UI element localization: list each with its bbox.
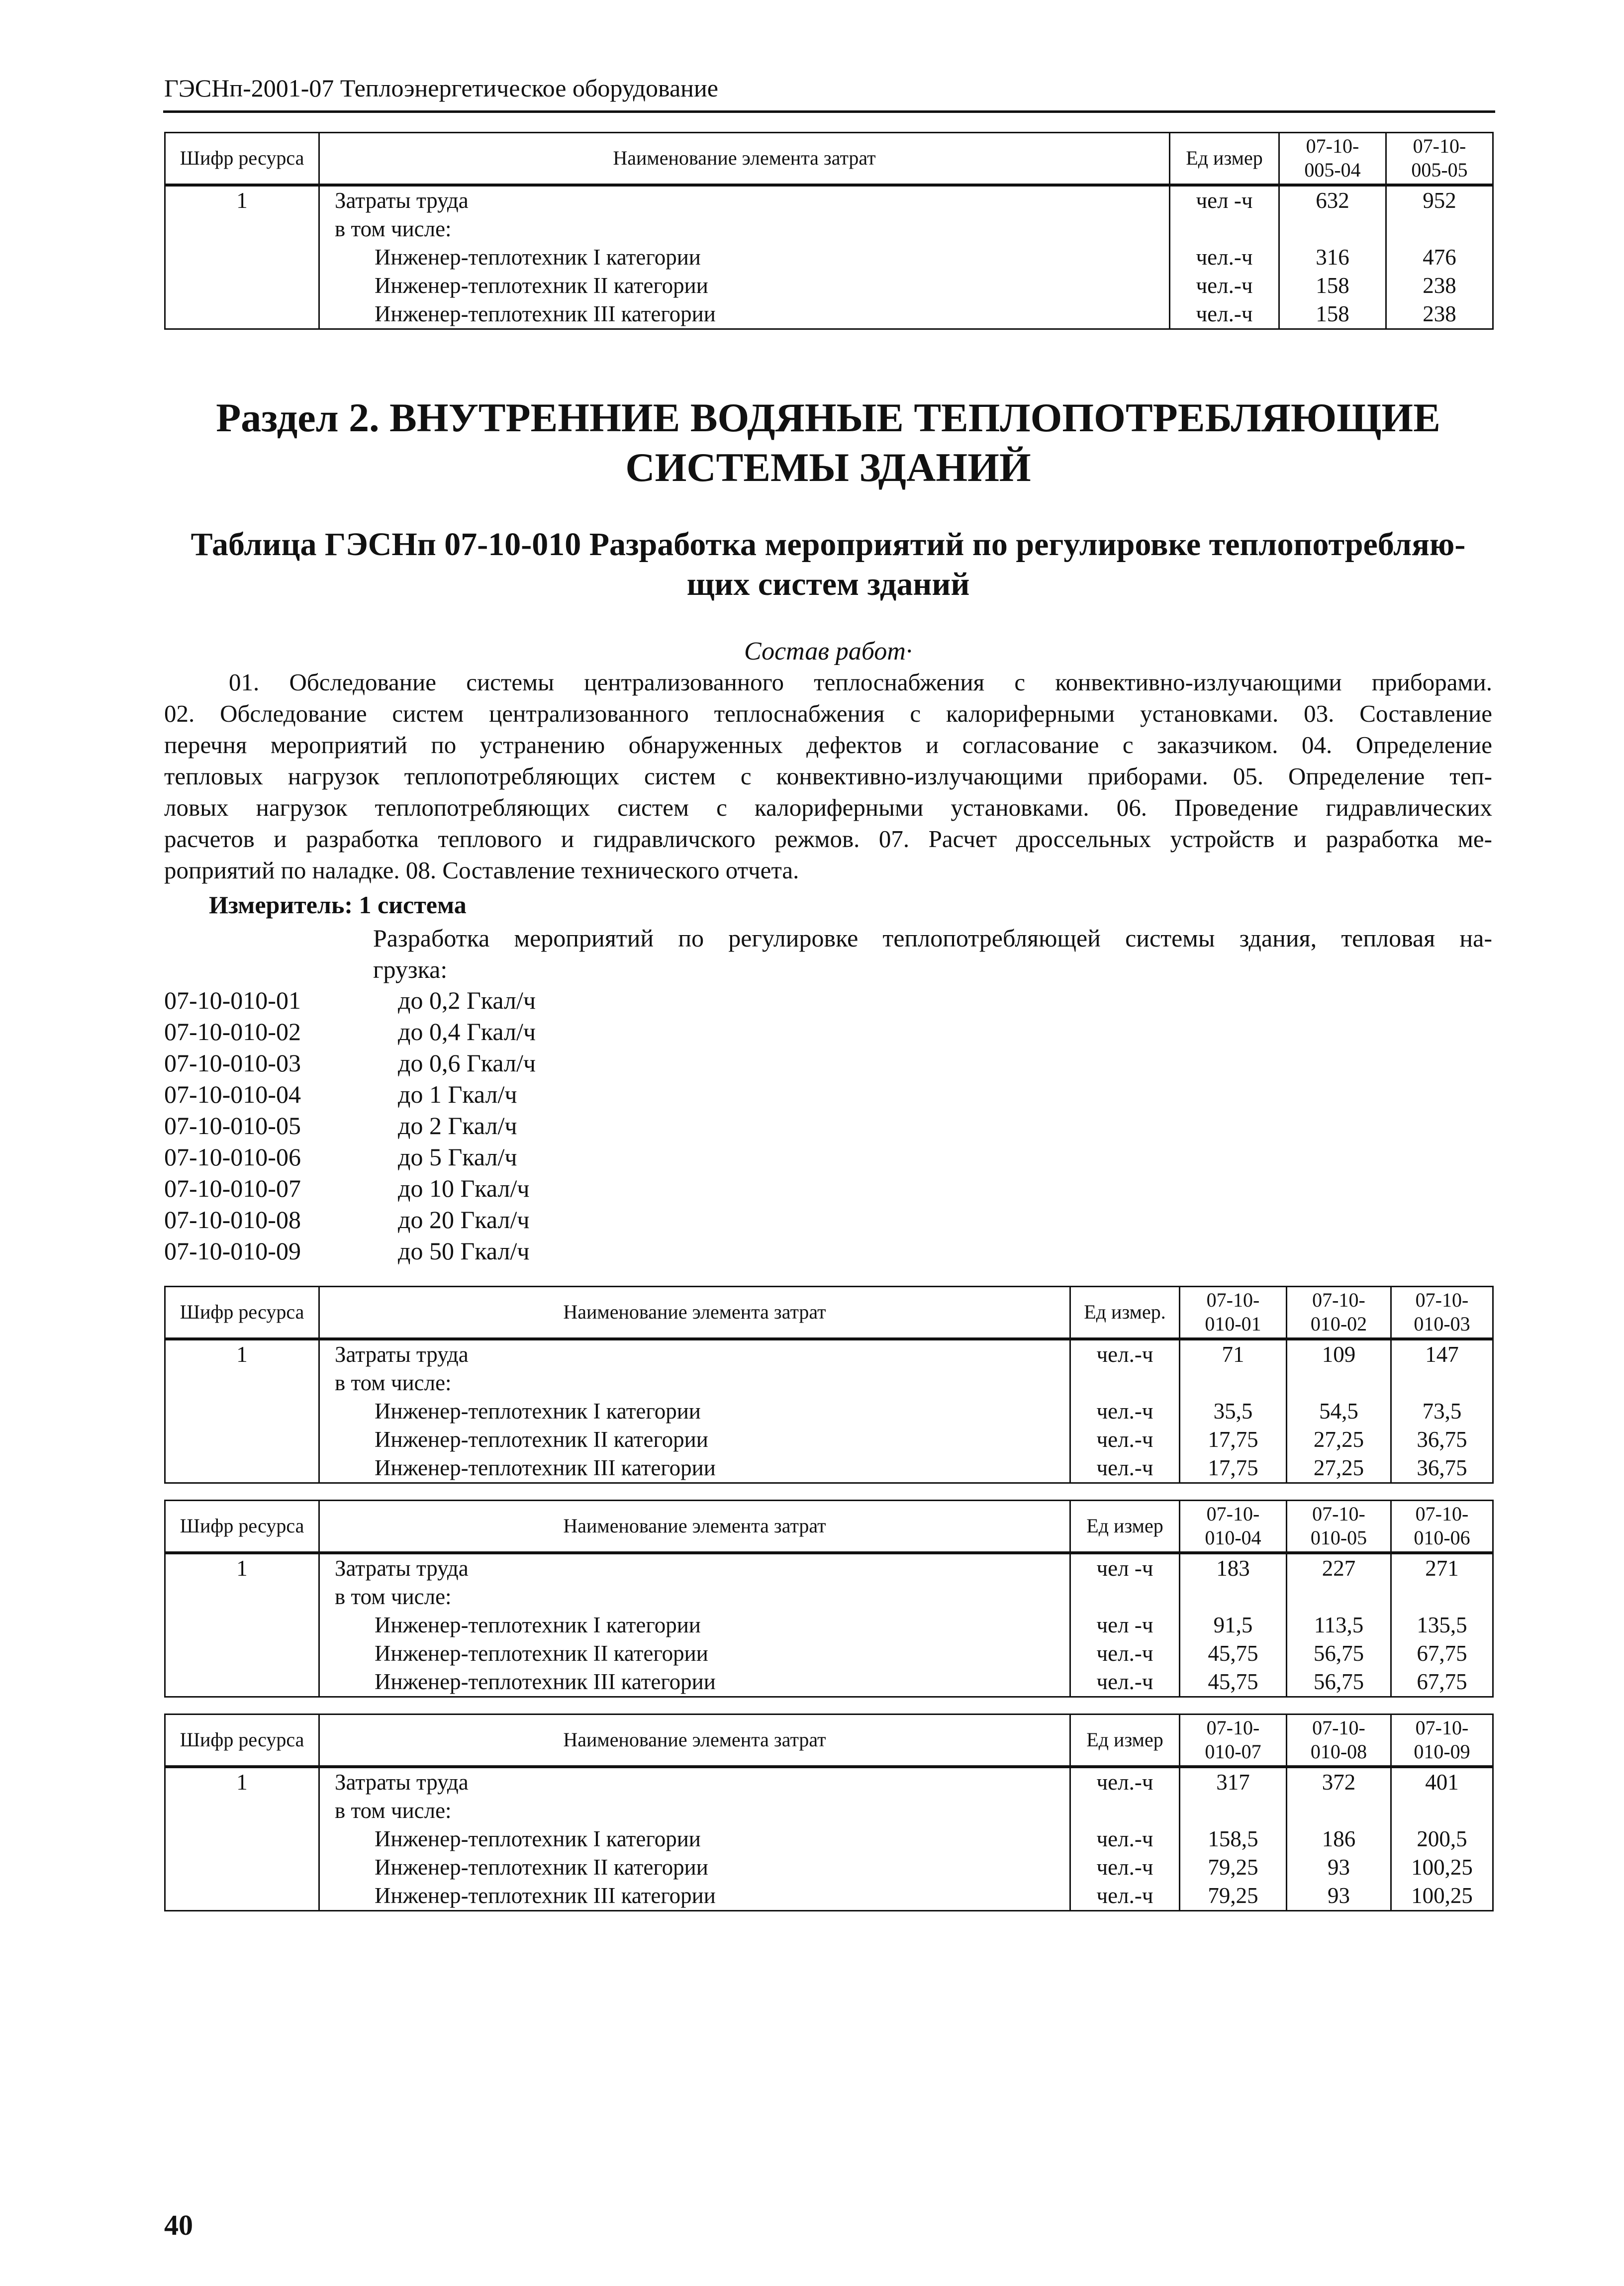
header-col: 07-10- 010-07 — [1180, 1714, 1287, 1767]
value-cells: 147 73,5 36,75 36,75 — [1391, 1339, 1493, 1483]
value-cells: 952 476 238 238 — [1386, 185, 1493, 329]
list-item: 07-10-010-01 до 0,2 Гкал/ч — [164, 986, 536, 1014]
header-col: 07-10- 005-04 — [1279, 133, 1386, 185]
value-cells: 401 200,5 100,25 100,25 — [1391, 1767, 1493, 1911]
header-name: Наименование элемента затрат — [319, 1287, 1070, 1339]
header-rule — [163, 110, 1495, 113]
header-unit: Ед измер. — [1070, 1287, 1180, 1339]
header-col: 07-10- 010-09 — [1391, 1714, 1493, 1767]
header-col: 07-10- 010-03 — [1391, 1287, 1493, 1339]
value-cells: 372 186 93 93 — [1287, 1767, 1391, 1911]
unit-cells: чел.-ч чел.-ч чел.-ч чел.-ч — [1070, 1767, 1180, 1911]
cost-table — [164, 1714, 1494, 1911]
resource-code: 1 — [165, 1339, 319, 1483]
value-cells: 109 54,5 27,25 27,25 — [1287, 1339, 1391, 1483]
table-row — [165, 1767, 1493, 1911]
cost-table — [164, 1500, 1494, 1698]
header-col: 07-10- 010-08 — [1287, 1714, 1391, 1767]
table-header-row — [165, 1501, 1493, 1553]
resource-code: 1 — [165, 1553, 319, 1697]
resource-code: 1 — [165, 185, 319, 329]
table-header-row — [165, 133, 1493, 185]
page-number: 40 — [164, 2209, 193, 2241]
value-cells: 183 91,5 45,75 45,75 — [1180, 1553, 1287, 1697]
header-code: Шифр ресурса — [165, 1501, 319, 1553]
header-col: 07-10- 010-02 — [1287, 1287, 1391, 1339]
list-item: 07-10-010-05 до 2 Гкал/ч — [164, 1112, 517, 1140]
list-item: 07-10-010-07 до 10 Гкал/ч — [164, 1174, 530, 1202]
composition-text: 01. Обследование системы централизованного теплоснабжения с конвективно-излучающими приборами. 02. Обследование систем централизованного теплоснабжения с калориферными установками. 03. Составление перечня мероприятий по устранению обнаруженных дефектов и согласование с заказчиком. 04. Определение тепловых нагрузок теплопотребляющих систем с конвективно-излучающими приборами. 05. Определение теп- ловых нагрузок теплопотребляющих систем с калориферными установками. 06. Проведение гидравлических расчетов и разработка теплового и гидравличского режмов. 07. Расчет дроссельных устройств и разработка ме- роприятий по наладке. 08. Составление технического отчета. — [164, 668, 1492, 884]
list-item: 07-10-010-03 до 0,6 Гкал/ч — [164, 1049, 536, 1077]
value-cells: 632 316 158 158 — [1279, 185, 1386, 329]
header-name: Наименование элемента затрат — [319, 1714, 1070, 1767]
value-cells: 71 35,5 17,75 17,75 — [1180, 1339, 1287, 1483]
table-title: Таблица ГЭСНп 07-10-010 Разработка мероприятий по регулировке теплопотребляю- щих систем зданий — [191, 526, 1466, 602]
list-item: 07-10-010-09 до 50 Гкал/ч — [164, 1237, 530, 1265]
running-head: ГЭСНп-2001-07 Теплоэнергетическое оборудование — [164, 74, 718, 102]
table-row — [165, 1553, 1493, 1697]
section-title: Раздел 2. ВНУТРЕННИЕ ВОДЯНЫЕ ТЕПЛОПОТРЕБЛЯЮЩИЕ СИСТЕМЫ ЗДАНИЙ — [216, 395, 1440, 490]
header-name: Наименование элемента затрат — [319, 1501, 1070, 1553]
header-unit: Ед измер — [1170, 133, 1279, 185]
header-col: 07-10- 010-05 — [1287, 1501, 1391, 1553]
cost-item-names: Затраты труда в том числе: Инженер-теплотехник I категории Инженер-теплотехник II категории Инженер-теплотехник III категории — [319, 185, 1170, 329]
cost-table-005 — [164, 132, 1494, 330]
header-col: 07-10- 010-06 — [1391, 1501, 1493, 1553]
resource-code: 1 — [165, 1767, 319, 1911]
meter: Измеритель: 1 система — [209, 891, 467, 919]
list-item: 07-10-010-02 до 0,4 Гкал/ч — [164, 1018, 536, 1046]
cost-item-names: Затраты труда в том числе: Инженер-теплотехник I категории Инженер-теплотехник II категории Инженер-теплотехник III категории — [319, 1553, 1070, 1697]
header-code: Шифр ресурса — [165, 133, 319, 185]
table-header-row — [165, 1714, 1493, 1767]
header-name: Наименование элемента затрат — [319, 133, 1170, 185]
composition-label: Состав работ· — [744, 637, 912, 666]
table-header-row — [165, 1287, 1493, 1339]
cost-item-names: Затраты труда в том числе: Инженер-теплотехник I категории Инженер-теплотехник II категории Инженер-теплотехник III категории — [319, 1339, 1070, 1483]
code-list — [164, 985, 536, 1267]
header-unit: Ед измер — [1070, 1714, 1180, 1767]
header-code: Шифр ресурса — [165, 1287, 319, 1339]
value-cells: 227 113,5 56,75 56,75 — [1287, 1553, 1391, 1697]
header-col: 07-10- 005-05 — [1386, 133, 1493, 185]
list-item: 07-10-010-06 до 5 Гкал/ч — [164, 1143, 517, 1171]
unit-cells: чел -ч чел.-ч чел.-ч чел.-ч — [1170, 185, 1279, 329]
unit-cells: чел.-ч чел.-ч чел.-ч чел.-ч — [1070, 1339, 1180, 1483]
table-row — [165, 185, 1493, 329]
meter-description: Разработка мероприятий по регулировке теплопотребляющей системы здания, тепловая на- грузка: — [373, 924, 1492, 983]
header-unit: Ед измер — [1070, 1501, 1180, 1553]
table-row — [165, 1339, 1493, 1483]
list-item: 07-10-010-04 до 1 Гкал/ч — [164, 1080, 517, 1108]
cost-table — [164, 1286, 1494, 1484]
value-cells: 271 135,5 67,75 67,75 — [1391, 1553, 1493, 1697]
value-cells: 317 158,5 79,25 79,25 — [1180, 1767, 1287, 1911]
header-code: Шифр ресурса — [165, 1714, 319, 1767]
header-col: 07-10- 010-01 — [1180, 1287, 1287, 1339]
header-col: 07-10- 010-04 — [1180, 1501, 1287, 1553]
cost-item-names: Затраты труда в том числе: Инженер-теплотехник I категории Инженер-теплотехник II категории Инженер-теплотехник III категории — [319, 1767, 1070, 1911]
unit-cells: чел -ч чел -ч чел.-ч чел.-ч — [1070, 1553, 1180, 1697]
list-item: 07-10-010-08 до 20 Гкал/ч — [164, 1206, 530, 1234]
